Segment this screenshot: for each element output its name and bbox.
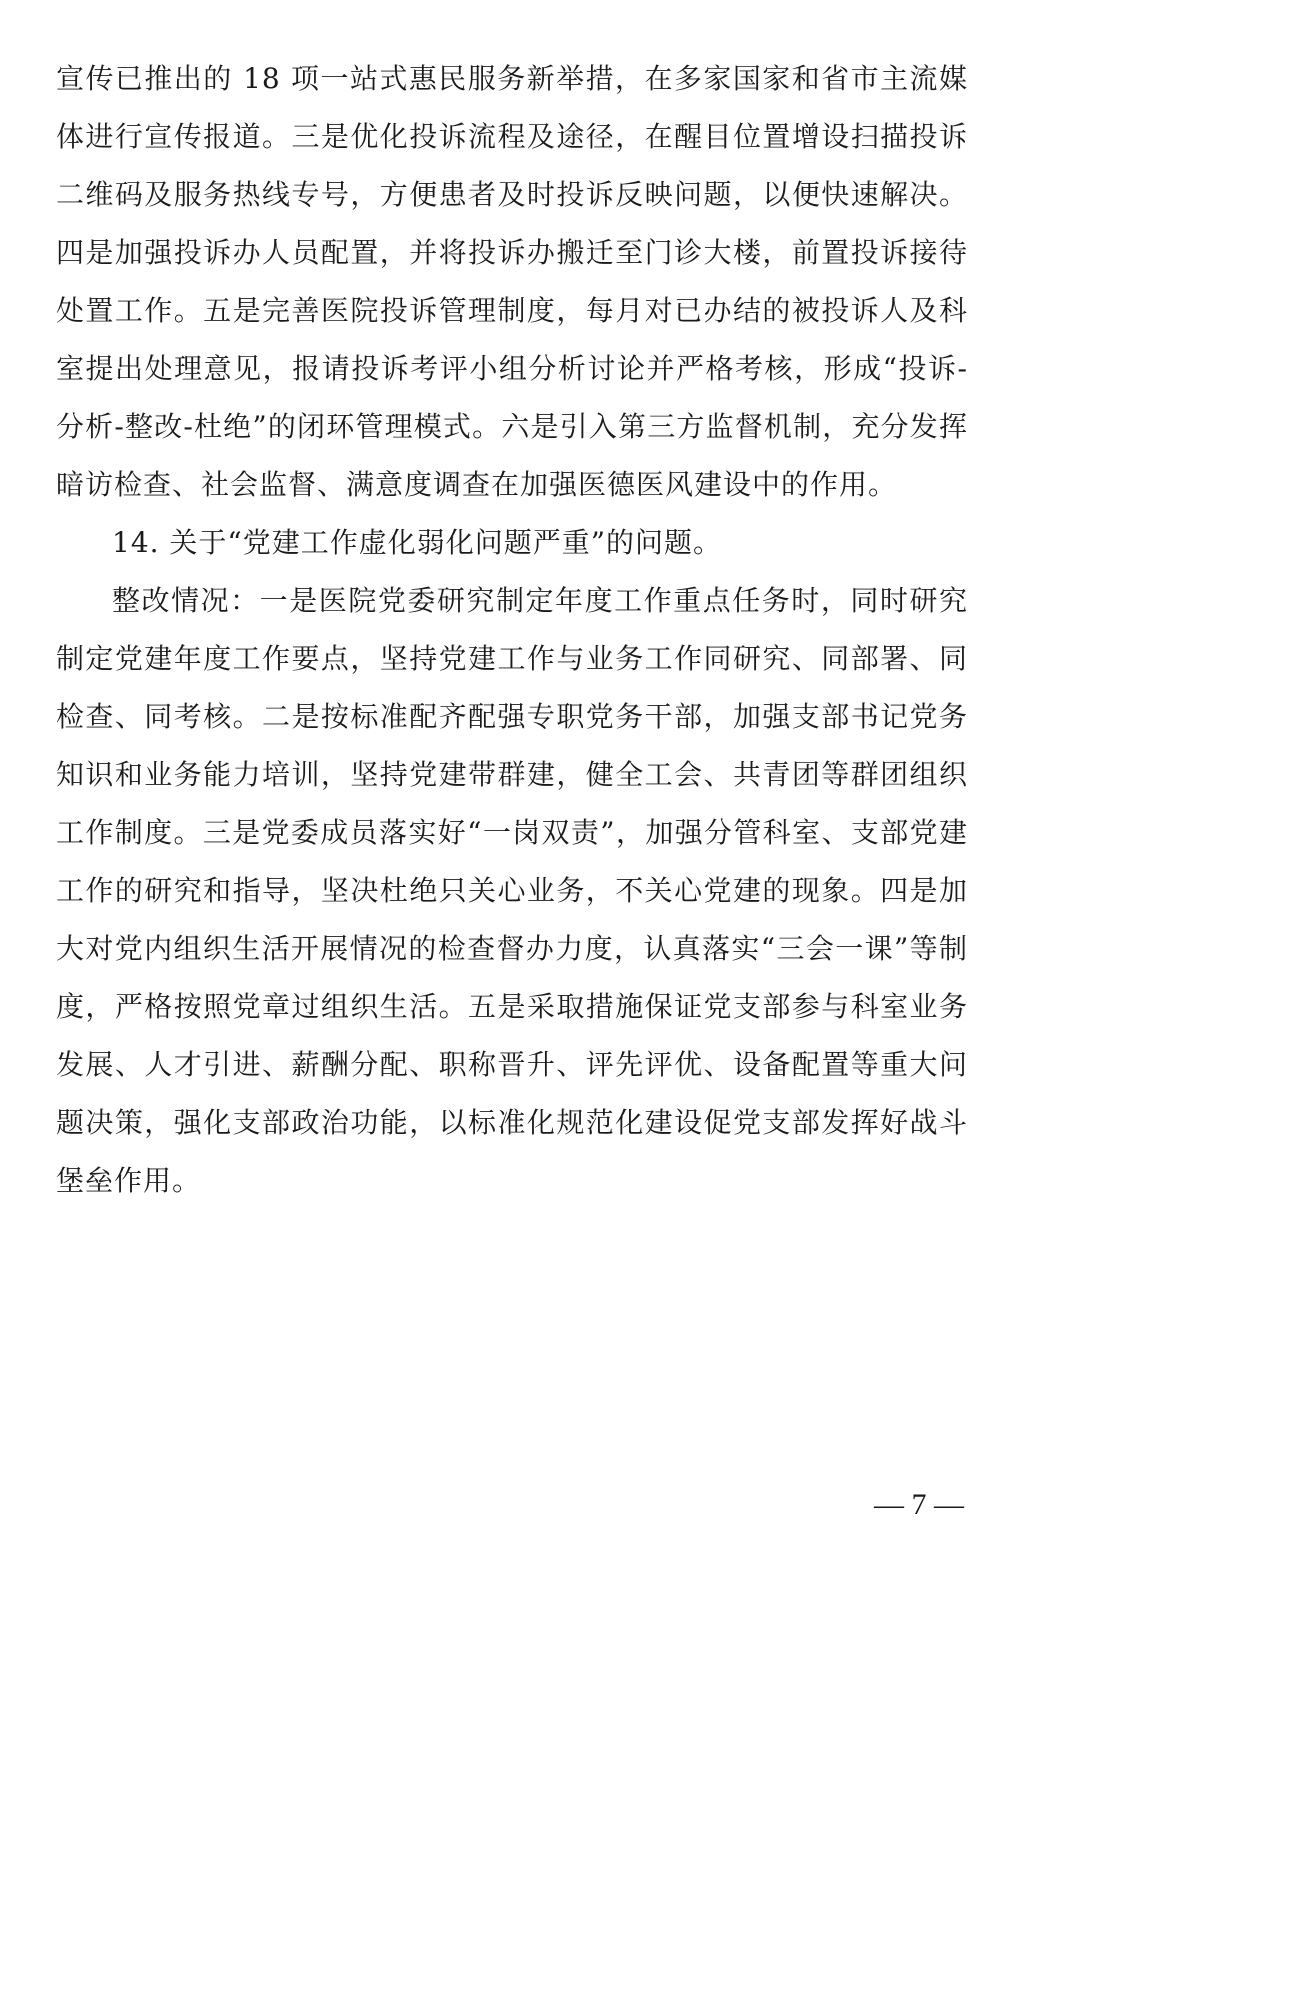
section-heading-14: 14. 关于“党建工作虚化弱化问题严重”的问题。 xyxy=(112,526,723,559)
body-text xyxy=(56,50,968,1210)
paragraph-rectification: 整改情况：一是医院党委研究制定年度工作重点任务时，同时研究制定党建年度工作要点，坚持党建工作与业务工作同研究、同部署、同检查、同考核。二是按标准配齐配强专职党务干部，加强支部书记党务知识和业务能力培训，坚持党建带群建，健全工会、共青团等群团组织工作制度。三是党委成员落实好“一岗双责”，加强分管科室、支部党建工作的研究和指导，坚决杜绝只关心业务，不关心党建的现象。四是加大对党内组织生活开展情况的检查督办力度，认真落实“三会一课”等制度，严格按照党章过组织生活。五是采取措施保证党支部参与科室业务发展、人才引进、薪酬分配、职称晋升、评先评优、设备配置等重大问题决策，强化支部政治功能，以标准化规范化建设促党支部发挥好战斗堡垒作用。 xyxy=(56,584,968,1197)
page-number: — 7 — xyxy=(874,1488,964,1521)
paragraph-continuation: 宣传已推出的 18 项一站式惠民服务新举措，在多家国家和省市主流媒体进行宣传报道。三是优化投诉流程及途径，在醒目位置增设扫描投诉二维码及服务热线专号，方便患者及时投诉反映问题，以便快速解决。四是加强投诉办人员配置，并将投诉办搬迁至门诊大楼，前置投诉接待处置工作。五是完善医院投诉管理制度，每月对已办结的被投诉人及科室提出处理意见，报请投诉考评小组分析讨论并严格考核，形成“投诉-分析-整改-杜绝”的闭环管理模式。六是引入第三方监督机制，充分发挥暗访检查、社会监督、满意度调查在加强医德医风建设中的作用。 xyxy=(56,62,968,501)
